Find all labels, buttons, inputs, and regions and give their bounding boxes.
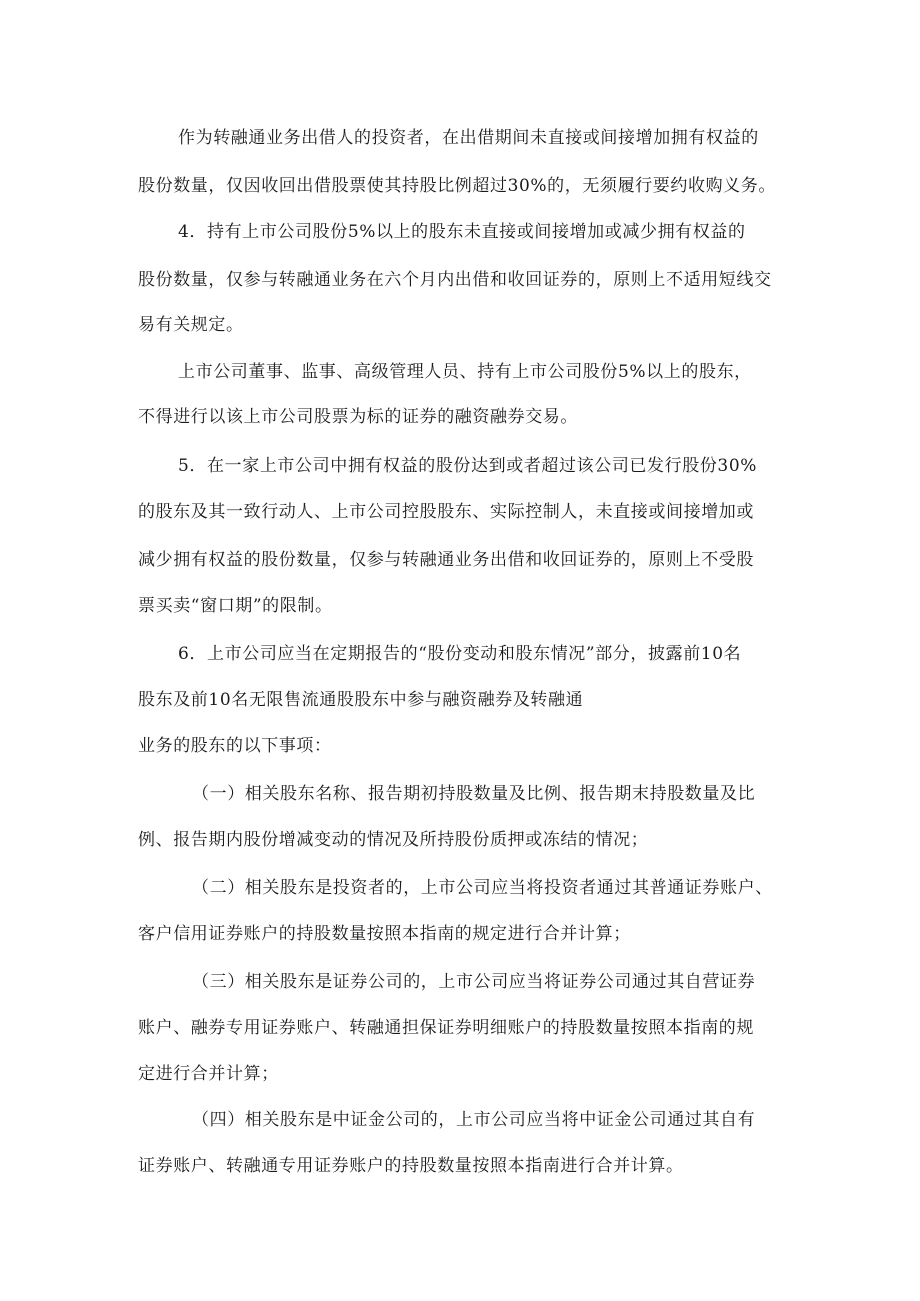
paragraph-line: （四）相关股东是中证金公司的，上市公司应当将中证金公司通过其自有	[192, 1110, 756, 1130]
paragraph-line: （三）相关股东是证券公司的，上市公司应当将证券公司通过其自营证券	[192, 972, 756, 992]
paragraph-line: 易有关规定。	[138, 315, 244, 335]
paragraph-line: 业务的股东的以下事项：	[138, 736, 332, 756]
paragraph-line: 5．在一家上市公司中拥有权益的股份达到或者超过该公司已发行股份30%	[178, 456, 757, 476]
paragraph-line: 客户信用证券账户的持股数量按照本指南的规定进行合并计算；	[138, 924, 631, 944]
paragraph-line: 的股东及其一致行动人、上市公司控股股东、实际控制人，未直接或间接增加或	[138, 502, 754, 522]
paragraph-line: 上市公司董事、监事、高级管理人员、持有上市公司股份5%以上的股东，	[178, 362, 752, 382]
paragraph-line: 不得进行以该上市公司股票为标的证券的融资融券交易。	[138, 407, 578, 427]
paragraph-line: 股份数量，仅因收回出借股票使其持股比例超过30%的，无须履行要约收购义务。	[138, 176, 776, 196]
paragraph-line: 减少拥有权益的股份数量，仅参与转融通业务出借和收回证券的，原则上不受股	[138, 550, 754, 570]
paragraph-line: 6．上市公司应当在定期报告的“股份变动和股东情况”部分，披露前10名	[178, 644, 742, 664]
paragraph-line: 作为转融通业务出借人的投资者，在出借期间未直接或间接增加拥有权益的	[178, 128, 759, 148]
paragraph-line: 票买卖“窗口期”的限制。	[138, 596, 333, 616]
paragraph-line: （二）相关股东是投资者的，上市公司应当将投资者通过其普通证券账户、	[192, 878, 773, 898]
paragraph-line: （一）相关股东名称、报告期初持股数量及比例、报告期末持股数量及比	[192, 784, 756, 804]
paragraph-line: 例、报告期内股份增减变动的情况及所持股份质押或冻结的情况；	[138, 830, 649, 850]
paragraph-line: 账户、融券专用证券账户、转融通担保证券明细账户的持股数量按照本指南的规	[138, 1018, 754, 1038]
paragraph-line: 定进行合并计算；	[138, 1064, 279, 1084]
paragraph-line: 股份数量，仅参与转融通业务在六个月内出借和收回证券的，原则上不适用短线交	[138, 270, 772, 290]
paragraph-line: 股东及前10名无限售流通股股东中参与融资融券及转融通	[138, 690, 584, 710]
paragraph-line: 4．持有上市公司股份5%以上的股东未直接或间接增加或减少拥有权益的	[178, 222, 746, 242]
paragraph-line: 证券账户、转融通专用证券账户的持股数量按照本指南进行合并计算。	[138, 1156, 684, 1176]
